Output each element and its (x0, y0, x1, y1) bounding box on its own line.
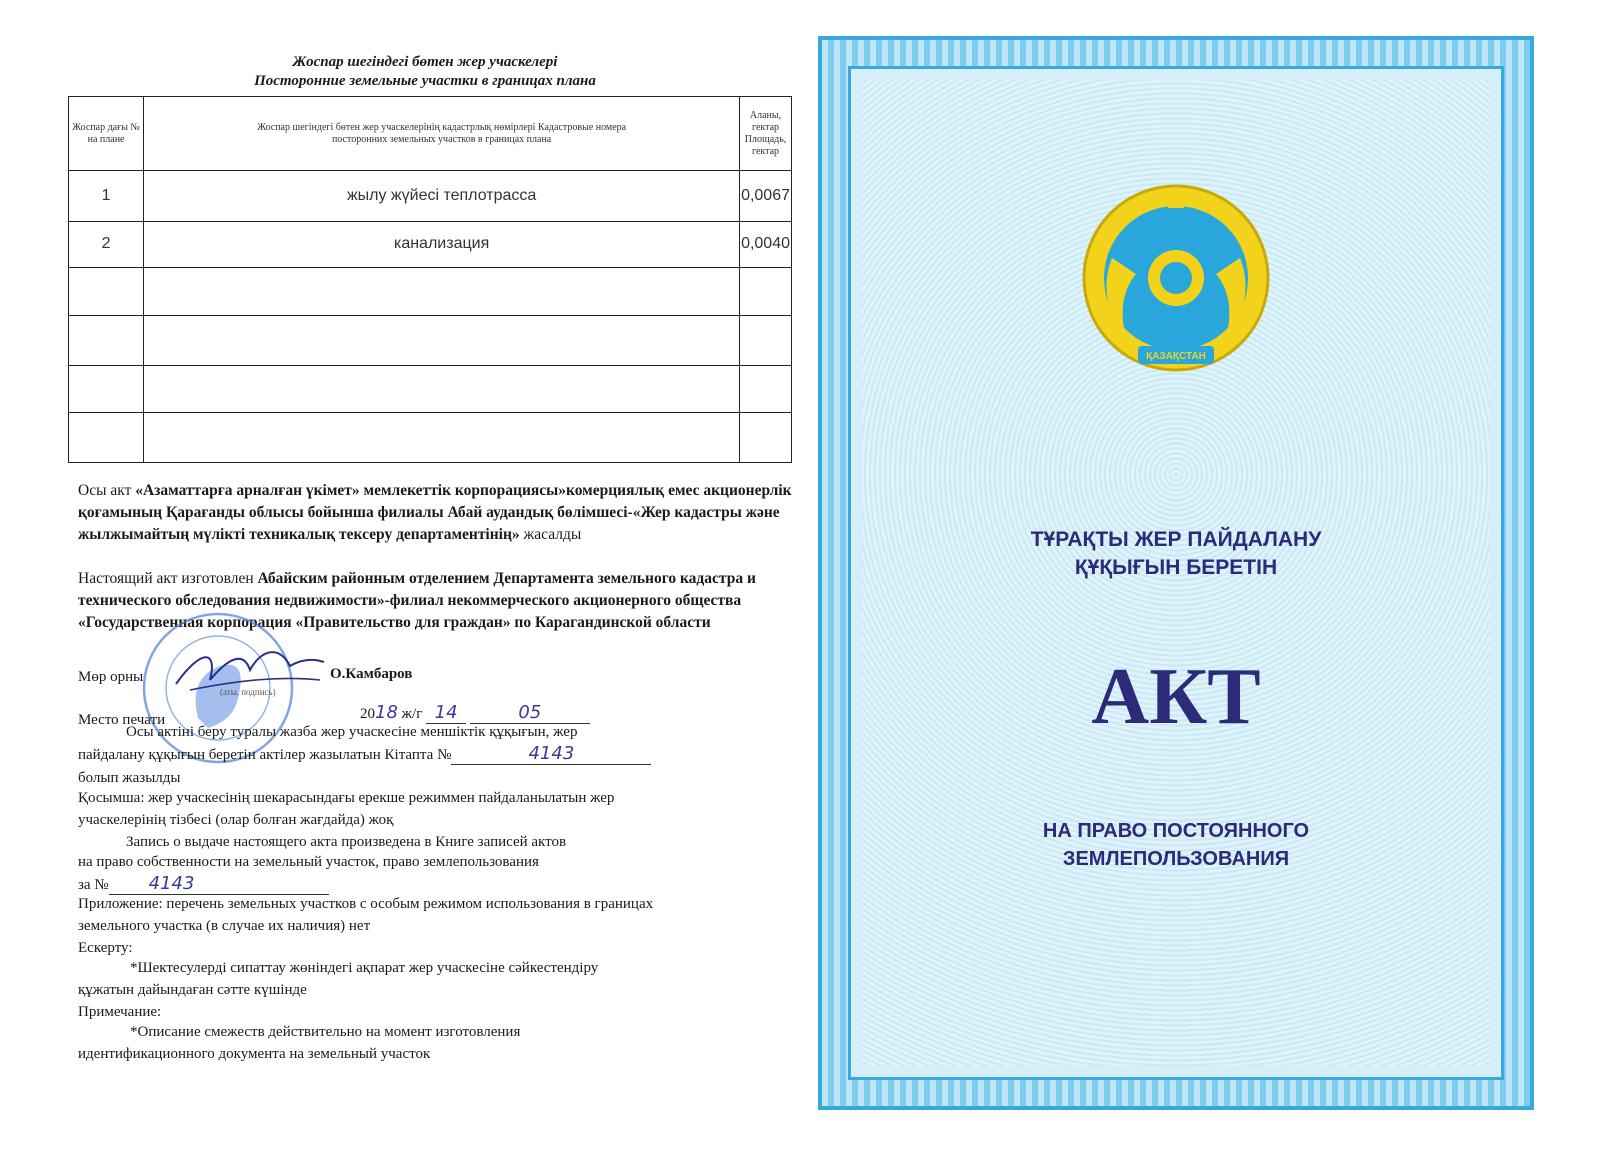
note-kk-2: құжатын дайындаған сәтте күшінде (78, 982, 307, 998)
row-number (69, 412, 144, 462)
plots-table (68, 96, 792, 463)
table-row (69, 412, 792, 462)
paragraph-kk-suffix: жасалды (523, 526, 582, 543)
signer-name: О.Камбаров (330, 666, 413, 682)
table-row (69, 171, 792, 221)
entry-ru-1: Запись о выдаче настоящего акта произведена в Книге записей актов (126, 834, 567, 850)
paragraph-kk-prefix: Осы акт (78, 482, 132, 499)
cover-title-kk-1: ТҰРАҚТЫ ЖЕР ПАЙДАЛАНУ (1030, 528, 1322, 551)
paragraph-ru-prefix: Настоящий акт изготовлен (78, 570, 254, 587)
table-row (69, 267, 792, 315)
year-suffix: ж/г (401, 706, 423, 722)
appendix-kk-1: Қосымша: жер учаскесінің шекарасындағы ерекше режиммен пайдаланылатын жер (78, 790, 615, 806)
entry-kk-1: Осы актіні беру туралы жазба жер учаскесіне меншіктік құқығын, жер (126, 724, 578, 740)
entry-ru-3 (78, 874, 329, 895)
book-number-ru: 4143 (109, 874, 329, 895)
row-name: канализация (144, 221, 740, 267)
cover-page (818, 36, 1534, 1110)
row-number (69, 366, 144, 412)
row-name (144, 267, 740, 315)
header-area: Аланы, гектар Площадь, гектар (740, 97, 792, 171)
appendix-kk-2: учаскелерінің тізбесі (олар болған жағдайда) жоқ (78, 812, 394, 828)
title-kk: Жоспар шегіндегі бөтен жер учаскелері (292, 54, 558, 70)
row-area (740, 366, 792, 412)
cover-title-ru-2: ЗЕМЛЕПОЛЬЗОВАНИЯ (1062, 848, 1290, 870)
emblem-text: ҚАЗАҚСТАН (1146, 351, 1206, 362)
note-ru-1: *Описание смежеств действительно на момент изготовления (130, 1024, 521, 1040)
row-name (144, 366, 740, 412)
row-number (69, 267, 144, 315)
row-name (144, 316, 740, 366)
state-emblem-icon (1076, 178, 1276, 378)
signer-note: (аты, подпись) (220, 687, 276, 697)
row-name: жылу жүйесі теплотрасса (144, 171, 740, 221)
row-number: 2 (69, 221, 144, 267)
paragraph-kk (78, 480, 798, 546)
month-handwritten: 05 (470, 703, 590, 724)
entry-ru-3-text: за № (78, 877, 109, 893)
year-handwritten: 18 (375, 702, 398, 723)
row-number: 1 (69, 171, 144, 221)
date-line (360, 703, 590, 724)
table-header-row (69, 97, 792, 171)
table-row (69, 316, 792, 366)
table-row (69, 221, 792, 267)
note-ru-label: Примечание: (78, 1004, 162, 1020)
year-prefix: 20 (360, 706, 375, 722)
entry-kk-2 (78, 744, 651, 765)
header-cadastre: Жоспар шегіндегі бөтен жер учаскелерінің кадастрлық нөмірлері Кадастровые номера посторонних земельных участков в границах плана (144, 97, 740, 171)
note-kk-label: Ескерту: (78, 940, 133, 956)
note-ru-2: идентификационного документа на земельный участок (78, 1046, 431, 1062)
row-name (144, 412, 740, 462)
cover-title-ru-1: НА ПРАВО ПОСТОЯННОГО (1042, 820, 1310, 842)
book-number-kk: 4143 (451, 744, 651, 765)
seal-place-ru: Место печати (78, 712, 166, 728)
paragraph-ru-bold: Абайским районным отделением Департамента земельного кадастра и технического обследования недвижимости»-филиал некоммерческого акционерного общества «Государственная корпорация «Правительство для граждан» по Карагандинской области (78, 570, 756, 631)
row-area (740, 267, 792, 315)
cover-main-title: АКТ (1091, 653, 1261, 741)
seal-place-kk: Мөр орны (78, 669, 144, 685)
day-handwritten: 14 (426, 703, 466, 724)
cover-title-kk-2: ҚҰҚЫҒЫН БЕРЕТІН (1074, 556, 1278, 579)
row-area: 0,0067 (740, 171, 792, 221)
row-number (69, 316, 144, 366)
title-ru: Посторонние земельные участки в границах плана (254, 73, 596, 89)
row-area (740, 412, 792, 462)
entry-ru-2: на право собственности на земельный участок, право землепользования (78, 854, 539, 870)
appendix-ru-1: Приложение: перечень земельных участков с особым режимом использования в границах (78, 896, 654, 912)
note-kk-1: *Шектесулерді сипаттау жөніндегі ақпарат жер учаскесіне сәйкестендіру (130, 960, 599, 976)
header-number: Жоспар дағы № на плане (69, 97, 144, 171)
appendix-ru-2: земельного участка (в случае их наличия) нет (78, 918, 371, 934)
table-row (69, 366, 792, 412)
entry-kk-2-text: пайдалану құқығын беретін актілер жазылатын Кітапта № (78, 747, 452, 763)
row-area: 0,0040 (740, 221, 792, 267)
row-area (740, 316, 792, 366)
entry-kk-3: болып жазылды (78, 770, 181, 786)
paragraph-kk-bold: «Азаматтарға арналған үкімет» мемлекеттік корпорациясы»комерциялық емес акционерлік қоғамының Қарағанды облысы бойынша филиалы Абай аудандық бөлімшесі-«Жер кадастры және жылжымайтың мүлікті техникалық тексеру департаментінің» (78, 482, 792, 543)
